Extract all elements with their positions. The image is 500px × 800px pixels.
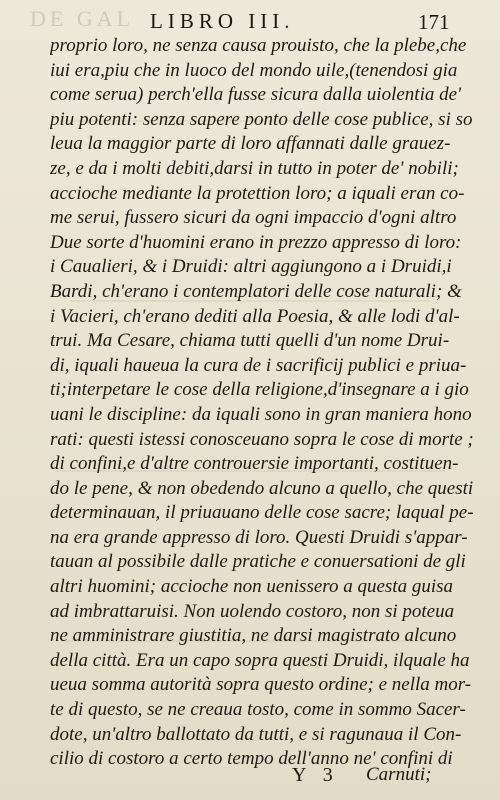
text-line: tauan al possibile dalle pratiche e conuersationi de gli <box>50 551 466 573</box>
text-line: cilio di costoro a certo tempo dell'anno ne' confini di <box>50 748 453 770</box>
running-title: LIBRO III. <box>150 9 295 33</box>
text-line: di confini,e d'altre controuersie importanti, costituen- <box>50 453 459 475</box>
text-line: ze, e da i molti debiti,darsi in tutto in poter de' nobili; <box>50 157 459 179</box>
text-line: ad imbrattaruisi. Non uolendo costoro, non si poteua <box>50 600 455 622</box>
text-line: na era grande appresso di loro. Questi Druidi s'appar- <box>50 526 468 548</box>
page-header <box>0 4 500 34</box>
text-line: iui era,piu che in luoco del mondo uile,(tenendosi gia <box>50 59 458 81</box>
text-line: i Caualieri, & i Druidi: altri aggiungono a i Druidi,i <box>50 256 452 278</box>
text-line: i Vacieri, ch'erano dediti alla Poesia, & alle lodi d'al- <box>50 305 460 327</box>
text-line: Bardi, ch'erano i contemplatori delle cose naturali; & <box>50 280 462 302</box>
text-line: Due sorte d'huomini erano in prezzo appresso di loro: <box>50 231 462 253</box>
catchword: Carnuti; <box>366 764 432 785</box>
text-line: come serua) perch'ella fusse sicura dalla uiolentia de' <box>50 84 462 106</box>
text-line: ne amministrare giustitia, ne darsi magistrato alcuno <box>50 625 457 647</box>
page-footer <box>0 764 500 794</box>
text-line: uani le discipline: da iquali sono in gran maniera hono <box>50 403 472 425</box>
text-line: accioche mediante la protettion loro; a iquali eran co- <box>50 182 465 204</box>
text-line: altri huomini; accioche non uenissero a questa guisa <box>50 576 453 598</box>
bleed-through-header: DE GAL <box>30 6 135 31</box>
text-line: della città. Era un capo sopra questi Druidi, ilquale ha <box>50 649 470 671</box>
text-line: determinauan, il priuauano delle cose sacre; laqual pe- <box>50 502 474 524</box>
text-line: leua la maggior parte di loro affannati dalle grauez- <box>50 133 451 155</box>
page-number: 171 <box>418 10 450 34</box>
text-line: te di questo, se ne creaua tosto, come in sommo Sacer- <box>50 699 466 721</box>
text-line: proprio loro, ne senza causa prouisto, che la plebe,che <box>50 35 467 56</box>
text-line: dote, un'altro ballottato da tutti, e si ragunaua il Con- <box>50 723 462 745</box>
text-line: me serui, fussero sicuri da ogni impaccio d'ogni altro <box>50 207 457 229</box>
text-line: rati: questi istessi conosceuano sopra le cose di morte ; <box>50 428 474 450</box>
signature-mark: Y 3 <box>292 764 339 786</box>
text-line: di, iquali haueua la cura de i sacrificij publici e priua- <box>50 354 467 376</box>
text-line: do le pene, & non obedendo alcuno a quello, che questi <box>50 477 474 499</box>
text-line: piu potenti: senza sapere ponto delle cose publice, si so <box>50 108 473 130</box>
text-line: ueua somma autorità sopra questo ordine; e nella mor- <box>50 674 472 696</box>
body-text <box>50 34 480 772</box>
text-line: trui. Ma Cesare, chiama tutti quelli d'un nome Drui- <box>50 330 450 352</box>
text-line: ti;interpetare le cose della religione,d'insegnare a i gio <box>50 379 469 401</box>
